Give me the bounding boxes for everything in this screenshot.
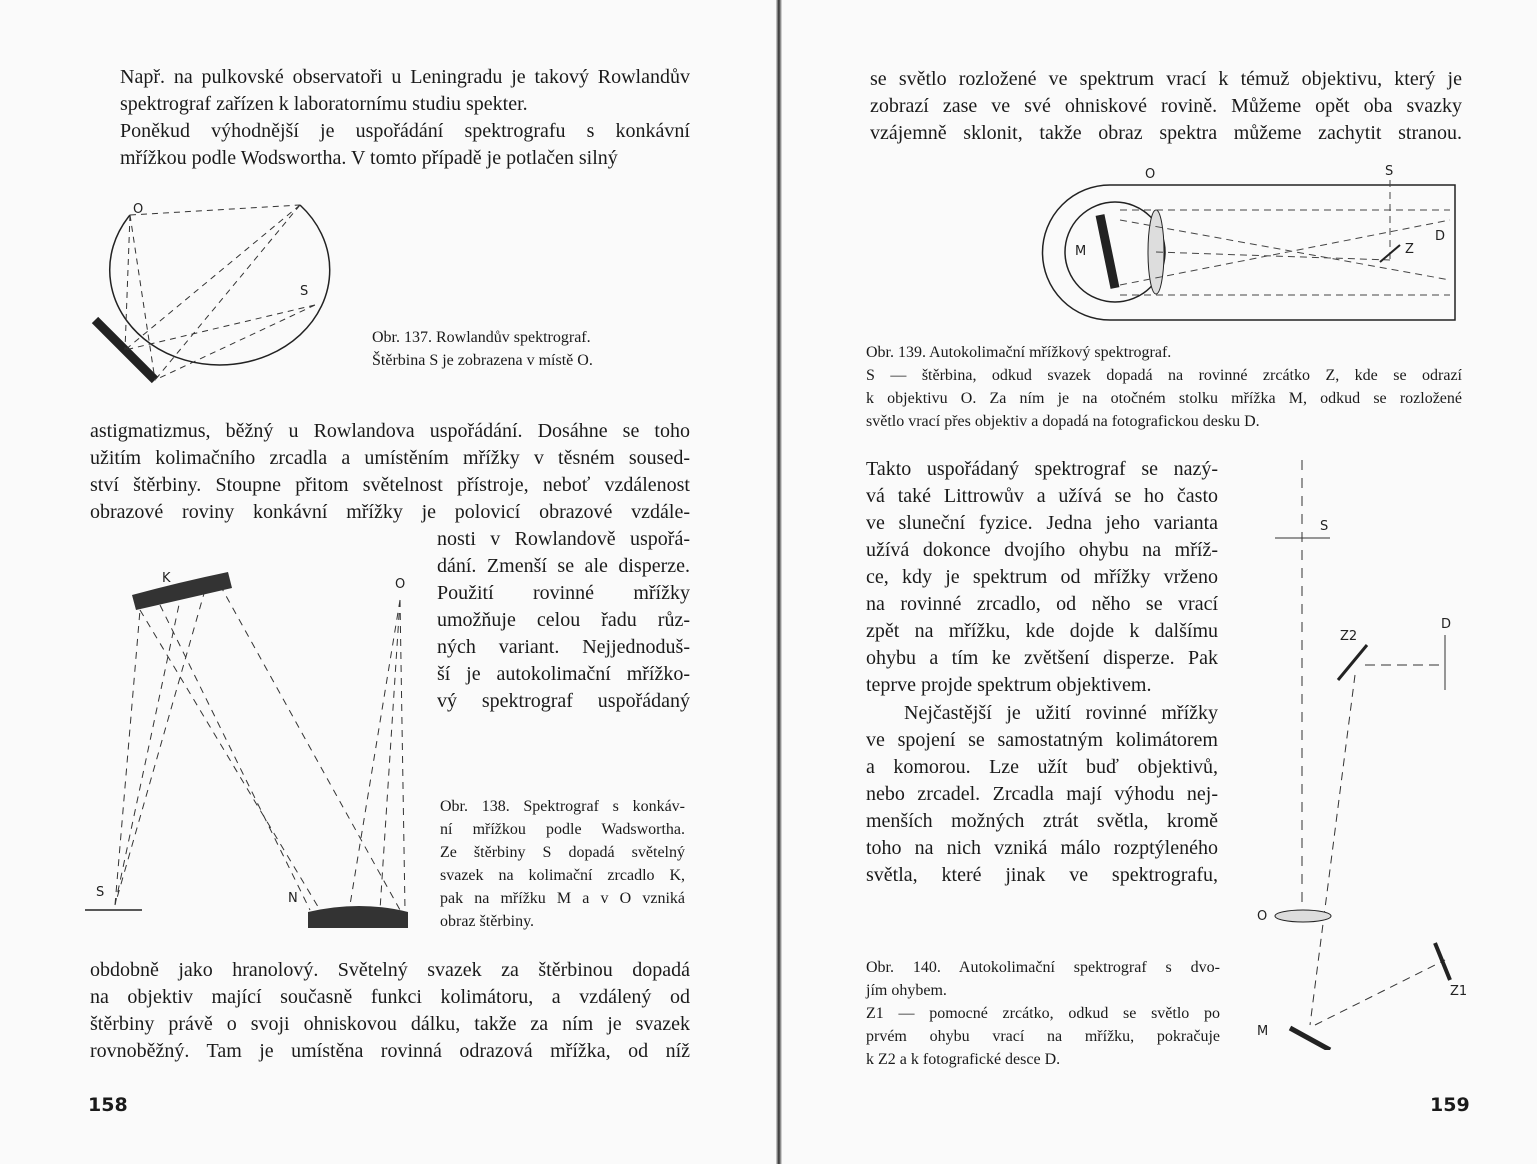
text-line: pak na mřížku M a v O vzniká bbox=[440, 890, 685, 907]
figure-138-caption bbox=[440, 795, 685, 933]
paragraph-top-right bbox=[870, 66, 1462, 147]
text-line: vá také Littrowův a užívá se ho často bbox=[866, 485, 1218, 507]
paragraph-middle-left bbox=[90, 418, 690, 526]
label-s: S bbox=[1320, 519, 1329, 534]
text-line: na objektiv mající současně funkci kolimátoru, a vzdálený od bbox=[90, 986, 690, 1008]
text-line: Nejčastější je užití rovinné mřížky bbox=[904, 702, 1218, 724]
label-o: O bbox=[1145, 167, 1156, 182]
paragraph-main-right bbox=[866, 456, 1218, 699]
text-line: Použití rovinné mřížky bbox=[437, 582, 690, 604]
text-line: obdobně jako hranolový. Světelný svazek za štěrbinou dopadá bbox=[90, 959, 690, 981]
figure-140-double-diffraction-diagram bbox=[1245, 460, 1485, 1050]
text-line: Z1 — pomocné zrcátko, odkud se světlo po bbox=[866, 1005, 1220, 1022]
text-line: jím ohybem. bbox=[866, 982, 947, 999]
label-n: N bbox=[288, 891, 298, 906]
label-d: D bbox=[1441, 617, 1452, 632]
text-line: vý spektrograf uspořádaný bbox=[437, 690, 690, 712]
label-z1: Z1 bbox=[1450, 984, 1468, 999]
paragraph-top-left bbox=[120, 64, 690, 172]
text-line: k objektivu O. Za ním je na otočném stolku mřížka M, odkud se rozložené bbox=[866, 390, 1462, 407]
text-line: obrazové roviny konkávní mřížky je polovicí obrazové vzdále- bbox=[90, 501, 690, 523]
text-line: světla, které jinak ve spektrografu, bbox=[866, 864, 1218, 886]
paragraph-main2-right bbox=[866, 700, 1218, 889]
text-line: nebo zrcadel. Zrcadla mají výhodu nej- bbox=[866, 783, 1218, 805]
text-line: prvém ohybu vrací na mřížku, pokračuje bbox=[866, 1028, 1220, 1045]
figure-139-autocollimation-diagram bbox=[1030, 160, 1470, 325]
page-number-left: 158 bbox=[88, 1094, 128, 1116]
label-o: O bbox=[395, 577, 406, 592]
text-line: zobrazí zase ve své ohniskové rovině. Můžeme opět oba svazky bbox=[870, 95, 1462, 117]
text-line: užitím kolimačního zrcadla a umístěním mřížky v těsném soused- bbox=[90, 447, 690, 469]
text-line: toho na nich vzniká málo rozptýleného bbox=[866, 837, 1218, 859]
text-line: rovnoběžný. Tam je umístěna rovinná odrazová mřížka, od níž bbox=[90, 1040, 690, 1062]
label-m: M bbox=[1257, 1024, 1269, 1039]
text-line: nosti v Rowlandově uspořá- bbox=[437, 528, 690, 550]
text-line: Obr. 139. Autokolimační mřížkový spektrograf. bbox=[866, 344, 1172, 361]
page-number-right: 159 bbox=[1430, 1094, 1470, 1116]
text-line: umožňuje celou řadu růz- bbox=[437, 609, 690, 631]
label-s: S bbox=[300, 284, 309, 299]
label-z: Z bbox=[1405, 242, 1414, 257]
text-line: Obr. 138. Spektrograf s konkáv- bbox=[440, 798, 685, 815]
text-line: ní mřížkou podle Wadswortha. bbox=[440, 821, 685, 838]
text-line: ohybu a tím ke zvětšení disperze. Pak bbox=[866, 647, 1218, 669]
text-line: ší je autokolimační mřížko- bbox=[437, 663, 690, 685]
label-z2: Z2 bbox=[1340, 629, 1358, 644]
text-line: na rovinné zrcadlo, od něho se vrací bbox=[866, 593, 1218, 615]
paragraph-bottom-left bbox=[90, 957, 690, 1065]
figure-139-caption bbox=[866, 341, 1462, 433]
label-s: S bbox=[96, 885, 105, 900]
text-line: Takto uspořádaný spektrograf se nazý- bbox=[866, 458, 1218, 480]
label-k: K bbox=[162, 571, 171, 586]
text-line: teprve projde spektrum objektivem. bbox=[866, 674, 1152, 696]
text-line: a komorou. Lze užít buď objektivů, bbox=[866, 756, 1218, 778]
text-line: svazek na kolimační zrcadlo K, bbox=[440, 867, 685, 884]
text-line: ve sluneční fyzice. Jedna jeho varianta bbox=[866, 512, 1218, 534]
text-line: světlo vrací přes objektiv a dopadá na fotografickou desku D. bbox=[866, 413, 1260, 430]
text-line: k Z2 a k fotografické desce D. bbox=[866, 1051, 1061, 1068]
text-line: ve spojení se samostatným kolimátorem bbox=[866, 729, 1218, 751]
paragraph-wrap-left bbox=[437, 526, 690, 715]
text-line: se světlo rozložené ve spektrum vrací k témuž objektivu, který je bbox=[870, 68, 1462, 90]
text-line: vzájemně sklonit, takže obraz spektra můžeme zachytit stranou. bbox=[870, 122, 1462, 144]
text-line: S — štěrbina, odkud svazek dopadá na rovinné zrcátko Z, kde se odrazí bbox=[866, 367, 1462, 384]
label-d: D bbox=[1435, 229, 1446, 244]
text-line: obraz štěrbiny. bbox=[440, 913, 535, 930]
figure-137-caption bbox=[372, 326, 672, 372]
text-line: spektrograf zařízen k laboratornímu studiu spekter. bbox=[120, 93, 528, 115]
text-line: Ze štěrbiny S dopadá světelný bbox=[440, 844, 685, 861]
label-m: M bbox=[1075, 244, 1087, 259]
text-line: ných variant. Nejjednoduš- bbox=[437, 636, 690, 658]
text-line: ství štěrbiny. Stoupne přitom světelnost přístroje, neboť vzdálenost bbox=[90, 474, 690, 496]
text-line: Obr. 140. Autokolimační spektrograf s dvo- bbox=[866, 959, 1220, 976]
text-line: Štěrbina S je zobrazena v místě O. bbox=[372, 352, 593, 369]
text-line: ce, kdy je spektrum od mřížky vrženo bbox=[866, 566, 1218, 588]
book-spine bbox=[776, 0, 782, 1164]
figure-138-wadsworth-diagram bbox=[80, 560, 420, 930]
text-line: Poněkud výhodnější je uspořádání spektrografu s konkávní bbox=[120, 120, 690, 142]
text-line: Obr. 137. Rowlandův spektrograf. bbox=[372, 329, 591, 346]
label-s: S bbox=[1385, 164, 1394, 179]
text-line: astigmatizmus, běžný u Rowlandova uspořádání. Dosáhne se toho bbox=[90, 420, 690, 442]
text-line: užívá dokonce dvojího ohybu na mříž- bbox=[866, 539, 1218, 561]
text-line: mřížkou podle Wodswortha. V tomto případě je potlačen silný bbox=[120, 147, 618, 169]
text-line: štěrbiny právě o svoji ohniskovou dálku, takže za ním je svazek bbox=[90, 1013, 690, 1035]
figure-137-rowland-diagram bbox=[85, 195, 345, 395]
figure-140-caption bbox=[866, 956, 1220, 1071]
label-o: O bbox=[133, 202, 144, 217]
text-line: Např. na pulkovské observatoři u Leningradu je takový Rowlandův bbox=[120, 66, 690, 88]
text-line: menších možných ztrát světla, kromě bbox=[866, 810, 1218, 832]
text-line: dání. Zmenší se ale disperze. bbox=[437, 555, 690, 577]
text-line: zpět na mřížku, kde dojde k dalšímu bbox=[866, 620, 1218, 642]
label-o: O bbox=[1257, 909, 1268, 924]
